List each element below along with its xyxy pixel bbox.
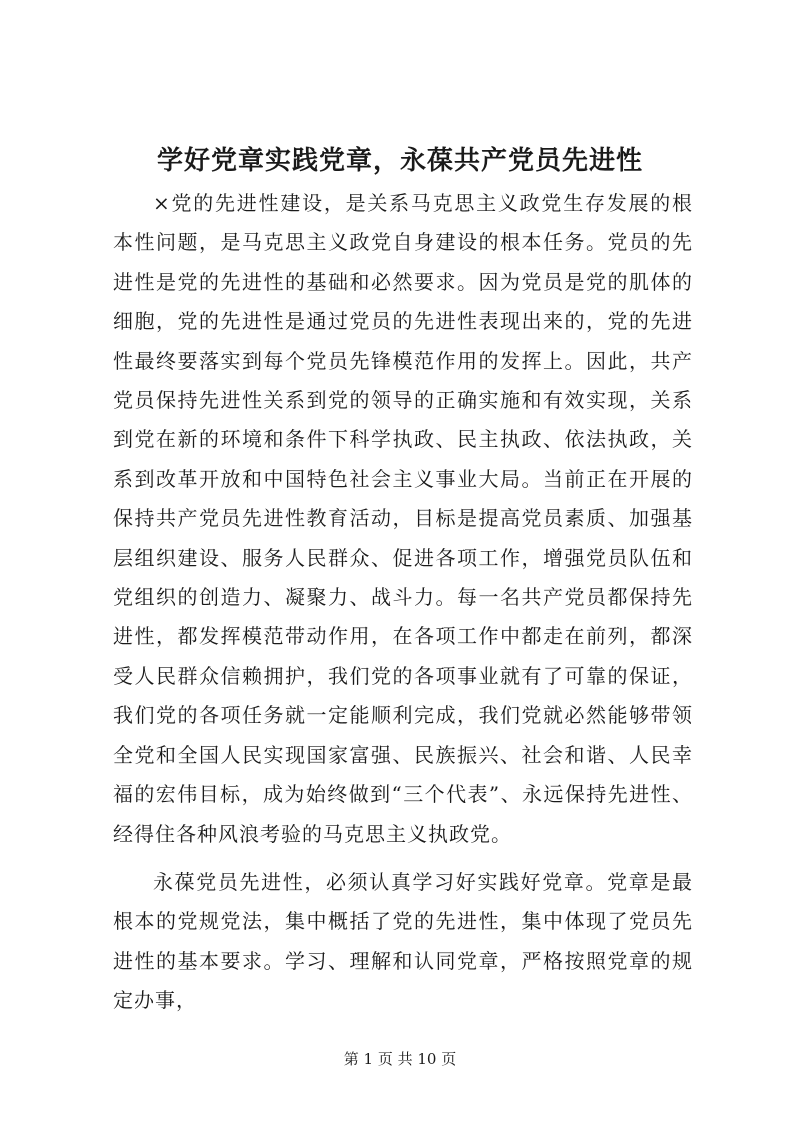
page-title: 学好党章实践党章，永葆共产党员先进性 bbox=[156, 146, 643, 176]
paragraph-2: 永葆党员先进性，必须认真学习好实践好党章。党章是最根本的党规党法，集中概括了党的先进性，集中体现了党员先进性的基本要求。学习、理解和认同党章，严格按照党章的规定办事， bbox=[113, 869, 693, 1013]
document-body bbox=[113, 184, 693, 1021]
paragraph-1: ×党的先进性建设，是关系马克思主义政党生存发展的根本性问题，是马克思主义政党自身建设的根本任务。党员的先进性是党的先进性的基础和必然要求。因为党员是党的肌体的细胞，党的先进性是通过党员的先进性表现出来的，党的先进性最终要落实到每个党员先锋模范作用的发挥上。因此，共产党员保持先进性关系到党的领导的正确实施和有效实现，关系到党在新的环境和条件下科学执政、民主执政、依法执政，关系到改革开放和中国特色社会主义事业大局。当前正在开展的保持共产党员先进性教育活动，目标是提高党员素质、加强基层组织建设、服务人民群众、促进各项工作，增强党员队伍和党组织的创造力、凝聚力、战斗力。每一名共产党员都保持先进性，都发挥模范带动作用，在各项工作中都走在前列，都深受人民群众信赖拥护，我们党的各项事业就有了可靠的保证，我们党的各项任务就一定能顺利完成，我们党就必然能够带领全党和全国人民实现国家富强、民族振兴、社会和谐、人民幸福的宏伟目标，成为始终做到“三个代表”、永远保持先进性、经得住各种风浪考验的马克思主义执政党。 bbox=[113, 191, 693, 846]
page-number-footer: 第 1 页 共 10 页 bbox=[343, 1050, 457, 1068]
